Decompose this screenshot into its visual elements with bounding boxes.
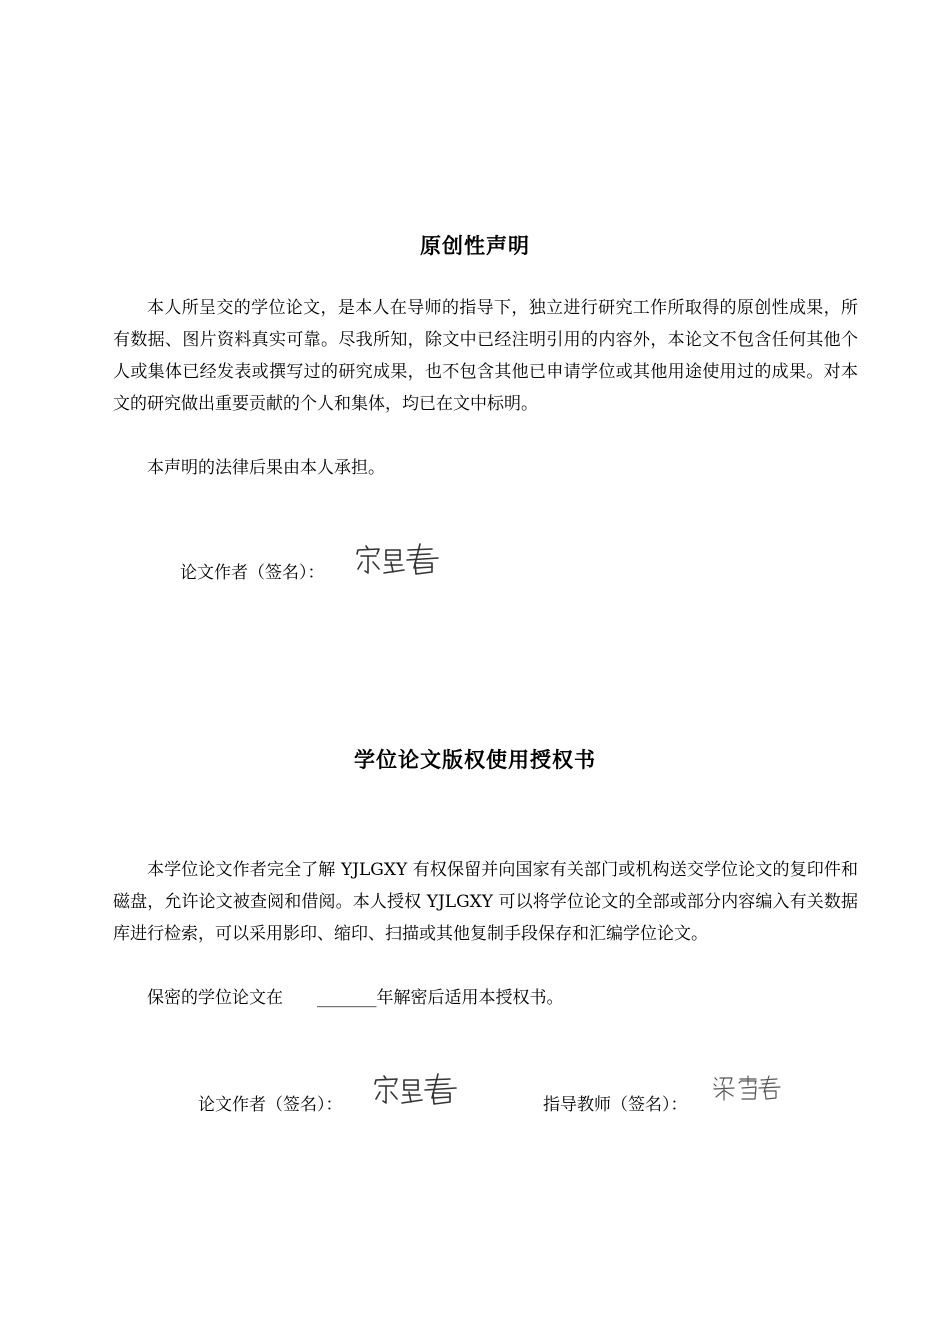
originality-author-signature <box>352 540 444 580</box>
authorization-title: 学位论文版权使用授权书 <box>354 748 596 772</box>
advisor-signature <box>712 1074 782 1104</box>
originality-paragraph-2: 本声明的法律后果由本人承担。 <box>147 458 385 478</box>
originality-title: 原创性声明 <box>420 234 530 258</box>
authorization-author-label: 论文作者（签名）： <box>198 1095 343 1115</box>
authorization-paragraph-2 <box>113 982 858 1014</box>
authorization-paragraph-2-before: 保密的学位论文在 <box>147 988 283 1008</box>
declassify-year-blank: _______ <box>317 988 377 1008</box>
authorization-author-signature <box>370 1070 462 1110</box>
authorization-paragraph-1: 本学位论文作者完全了解 YJLGXY 有权保留并向国家有关部门或机构送交学位论文的复印件和磁盘，允许论文被查阅和借阅。本人授权 YJLGXY 可以将学位论文的全部或部分内容编入有关数据库进行检索，可以采用影印、缩印、扫描或其他复制手段保存和汇编学位论文。 <box>113 860 858 944</box>
originality-paragraph-1: 本人所呈交的学位论文，是本人在导师的指导下，独立进行研究工作所取得的原创性成果，所有数据、图片资料真实可靠。尽我所知，除文中已经注明引用的内容外，本论文不包含任何其他个人或集体已经发表或撰写过的研究成果，也不包含其他已申请学位或其他用途使用过的成果。对本文的研究做出重要贡献的个人和集体，均已在文中标明。 <box>113 298 858 414</box>
authorization-paragraph-2-after: 年解密后适用本授权书。 <box>376 988 564 1008</box>
originality-author-label: 论文作者（签名）： <box>180 563 325 583</box>
advisor-label: 指导教师（签名）： <box>543 1095 688 1115</box>
